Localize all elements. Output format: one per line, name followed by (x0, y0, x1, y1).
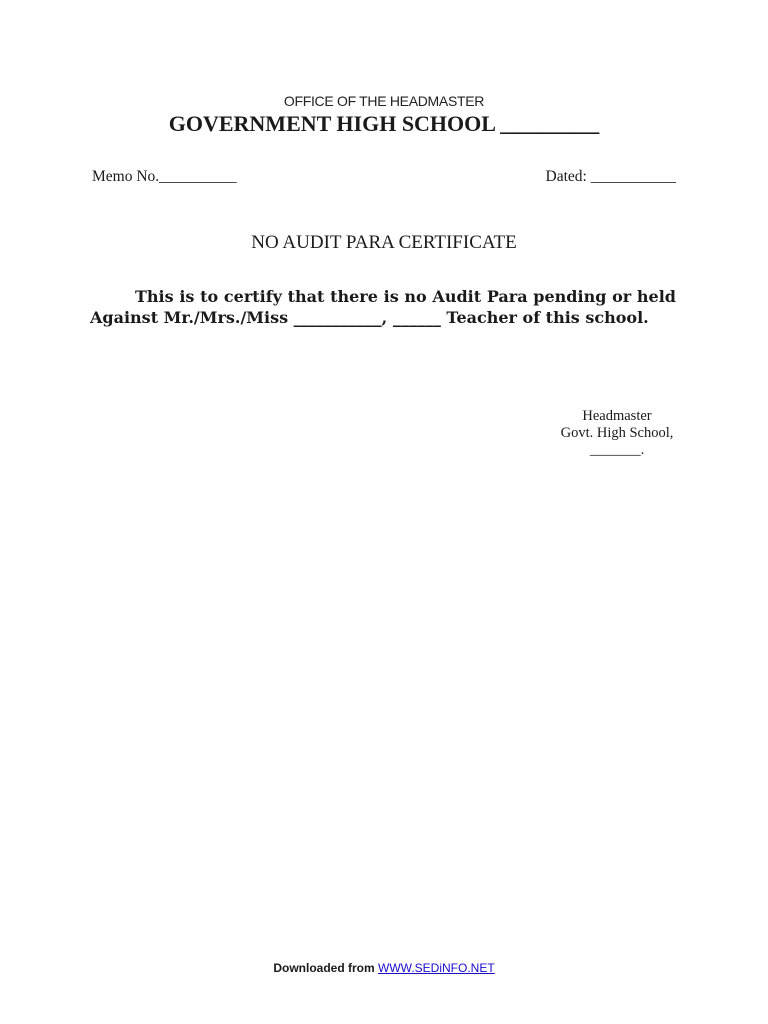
signature-place: _______. (589, 442, 645, 458)
memo-number: Memo No.__________ (92, 168, 237, 185)
signature-role: Headmaster (582, 408, 652, 424)
signature-block (500, 408, 734, 459)
certificate-body: This is to certify that there is no Audit Para pending or held Against Mr./Mrs./Miss ___________, ______ Teacher of this school. (90, 287, 676, 327)
office-heading: OFFICE OF THE HEADMASTER (283, 93, 485, 109)
footer-prefix: Downloaded from (273, 961, 375, 975)
school-heading: GOVERNMENT HIGH SCHOOL _________ (168, 111, 600, 136)
footer (0, 961, 768, 975)
footer-link[interactable]: WWW.SEDiNFO.NET (378, 961, 495, 975)
dated-field: Dated: ___________ (545, 168, 676, 185)
signature-school: Govt. High School, (560, 425, 674, 441)
certificate-title: NO AUDIT PARA CERTIFICATE (251, 232, 517, 253)
